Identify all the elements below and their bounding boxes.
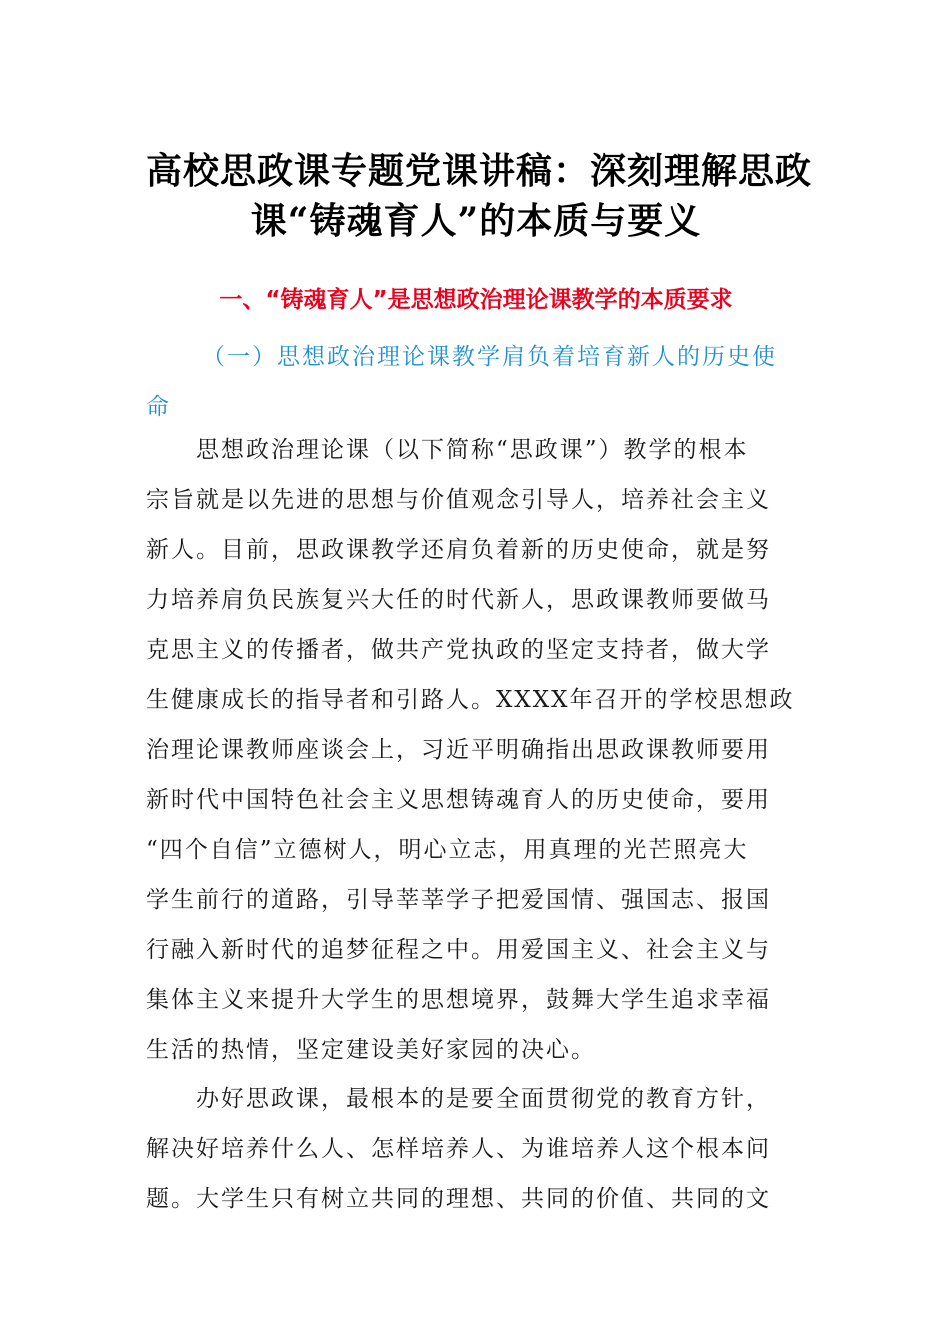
paragraph-line: 新时代中国特色社会主义思想铸魂育人的历史使命，要用 [146,787,771,813]
paragraph-line: 解决好培养什么人、怎样培养人、为谁培养人这个根本问 [146,1136,771,1162]
paragraph-line: 行融入新时代的追梦征程之中。用爱国主义、社会主义与 [146,937,771,963]
paragraph-line: 宗旨就是以先进的思想与价值观念引导人，培养社会主义 [146,487,771,513]
subsection-heading-line-1: （一）思想政治理论课教学肩负着培育新人的历史使 [202,344,777,370]
paragraph-line: 生活的热情，坚定建设美好家园的决心。 [146,1037,596,1063]
subsection-heading-line-2: 命 [146,394,171,420]
paragraph-line: “四个自信”立德树人，明心立志，用真理的光芒照亮大 [146,837,749,863]
section-heading: 一、“铸魂育人”是思想政治理论课教学的本质要求 [219,287,733,313]
paragraph-line: 思想政治理论课（以下简称“思政课”）教学的根本 [196,437,749,463]
title-line-2: 课“铸魂育人”的本质与要义 [250,200,702,242]
document-title [146,146,813,246]
paragraph-line: 集体主义来提升大学生的思想境界，鼓舞大学生追求幸福 [146,987,771,1013]
paragraph-2 [146,1074,806,1224]
paragraph-line: 新人。目前，思政课教学还肩负着新的历史使命，就是努 [146,537,771,563]
paragraph-1 [146,425,806,1075]
paragraph-line: 治理论课教师座谈会上，习近平明确指出思政课教师要用 [146,737,771,763]
subsection-heading [146,332,806,432]
paragraph-line: 生健康成长的指导者和引路人。XXXX年召开的学校思想政 [146,687,795,713]
paragraph-line: 办好思政课，最根本的是要全面贯彻党的教育方针， [196,1086,771,1112]
title-line-1: 高校思政课专题党课讲稿：深刻理解思政 [146,150,813,192]
paragraph-line: 克思主义的传播者，做共产党执政的坚定支持者，做大学 [146,637,771,663]
paragraph-line: 力培养肩负民族复兴大任的时代新人，思政课教师要做马 [146,587,771,613]
paragraph-line: 题。大学生只有树立共同的理想、共同的价值、共同的文 [146,1186,771,1212]
paragraph-line: 学生前行的道路，引导莘莘学子把爱国情、强国志、报国 [146,887,771,913]
